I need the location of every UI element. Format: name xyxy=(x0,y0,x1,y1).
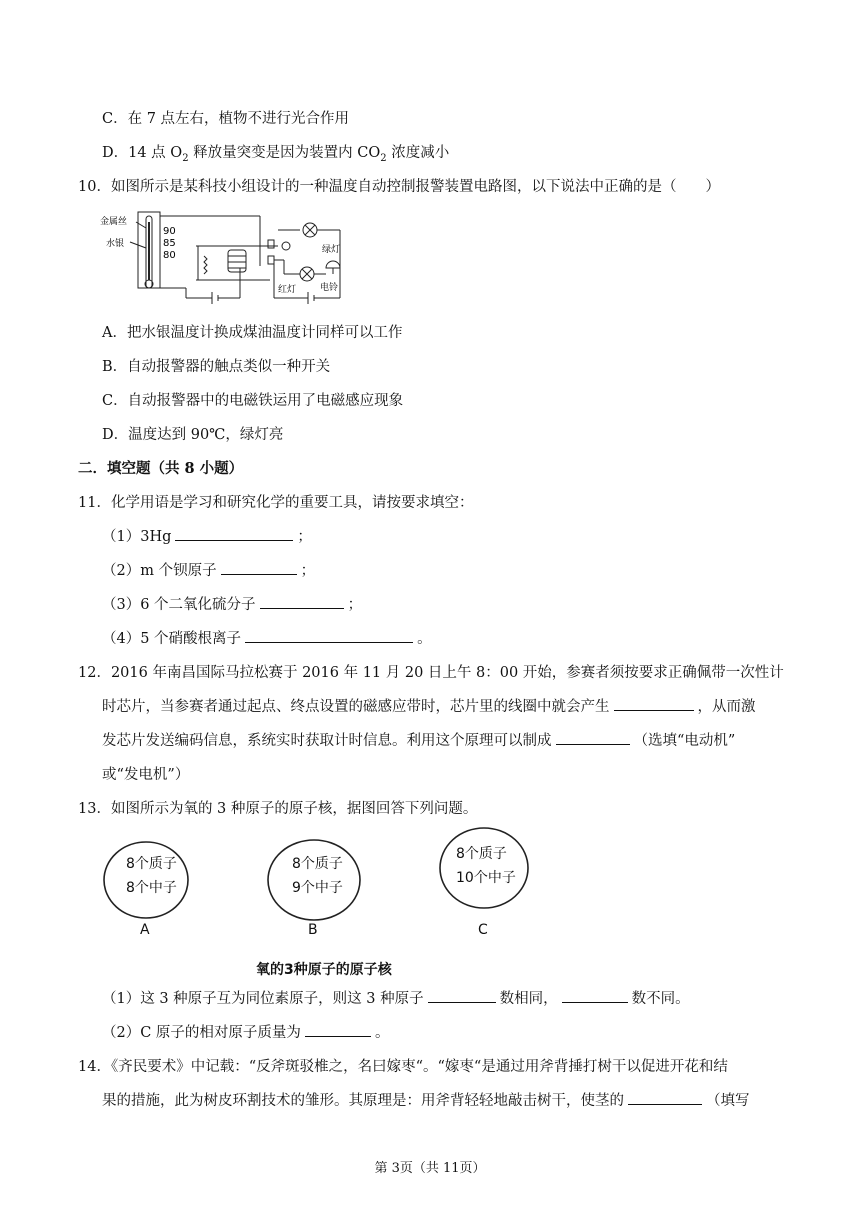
q14-line-1: 14．《齐民要术》中记载：“反斧斑驳椎之，名曰嫁枣“。“嫁枣“是通过用斧背捶打树干以促进开花和结 xyxy=(78,1059,728,1075)
bell-label: 电铃 xyxy=(320,283,339,293)
nuclei-caption: 氧的3种原子的原子核 xyxy=(256,962,392,978)
q10-option-c: C．自动报警器中的电磁铁运用了电磁感应现象 xyxy=(102,393,404,409)
q11-item-1: （1）3Hg ； xyxy=(102,526,312,548)
q10-stem: 10．如图所示是某科技小组设计的一种温度自动控制报警装置电路图，以下说法中正确的是（ ） xyxy=(78,179,720,195)
wire-label: 金属丝 xyxy=(100,217,128,227)
red-lamp-label: 红灯 xyxy=(278,285,297,295)
answer-blank[interactable] xyxy=(628,1090,702,1105)
q14-line-2: 果的措施，此为树皮环割技术的雏形。其原理是：用斧背轻轻地敲击树干，使茎的 （填写 xyxy=(102,1090,750,1112)
q10-circuit-diagram xyxy=(100,208,380,314)
nucleus-b-neutrons: 9个中子 xyxy=(292,880,343,896)
green-lamp-label: 绿灯 xyxy=(322,245,341,255)
q12-line-1: 12．2016 年南昌国际马拉松赛于 2016 年 11 月 20 日上午 8：00 开始，参赛者须按要求正确佩带一次性计 xyxy=(78,665,784,681)
page-footer: 第 3页（共 11页） xyxy=(374,1161,486,1176)
section-heading: 二．填空题（共 8 小题） xyxy=(78,460,244,477)
tick-80: 80 xyxy=(163,250,176,261)
answer-blank[interactable] xyxy=(305,1022,371,1037)
q13-stem: 13．如图所示为氧的 3 种原子的原子核，据图回答下列问题。 xyxy=(78,801,478,817)
mercury-label: 水银 xyxy=(106,239,125,249)
q10-option-d: D．温度达到 90℃，绿灯亮 xyxy=(102,427,284,443)
nucleus-b-label: B xyxy=(308,922,318,938)
tick-85: 85 xyxy=(163,238,176,249)
nucleus-c-label: C xyxy=(478,922,488,938)
q11-item-2: （2）m 个钡原子 ； xyxy=(102,560,315,582)
nucleus-a-label: A xyxy=(140,922,150,938)
q12-line-3: 发芯片发送编码信息，系统实时获取计时信息。利用这个原理可以制成 （选填“电动机” xyxy=(102,730,735,752)
q10-option-b: B．自动报警器的触点类似一种开关 xyxy=(102,359,331,375)
q9-option-c: C．在 7 点左右，植物不进行光合作用 xyxy=(102,111,350,127)
q11-item-3: （3）6 个二氧化硫分子 ； xyxy=(102,594,362,616)
answer-blank[interactable] xyxy=(556,730,630,745)
q13-item-2: （2）C 原子的相对原子质量为 。 xyxy=(102,1022,389,1044)
q10-option-a: A．把水银温度计换成煤油温度计同样可以工作 xyxy=(102,325,403,341)
answer-blank[interactable] xyxy=(245,628,413,643)
q12-line-4: 或“发电机”） xyxy=(102,767,190,783)
q12-line-2: 时芯片，当参赛者通过起点、终点设置的磁感应带时，芯片里的线圈中就会产生 ，从而激 xyxy=(102,696,756,718)
q13-item-1: （1）这 3 种原子互为同位素原子，则这 3 种原子 数相同， 数不同。 xyxy=(102,988,690,1010)
nucleus-b-protons: 8个质子 xyxy=(292,856,343,872)
q9-option-d: D．14 点 $O_2$ 释放量突变是因为装置内 $CO_2$ 浓度减小 xyxy=(102,145,450,164)
q11-item-4: （4）5 个硝酸根离子 。 xyxy=(102,628,432,650)
answer-blank[interactable] xyxy=(562,988,628,1003)
answer-blank[interactable] xyxy=(428,988,496,1003)
answer-blank[interactable] xyxy=(175,526,293,541)
answer-blank[interactable] xyxy=(614,696,694,711)
nucleus-a-neutrons: 8个中子 xyxy=(126,880,177,896)
answer-blank[interactable] xyxy=(260,594,344,609)
q13-nuclei-diagram xyxy=(100,826,540,980)
q11-stem: 11．化学用语是学习和研究化学的重要工具，请按要求填空： xyxy=(78,495,474,511)
tick-90: 90 xyxy=(163,226,176,237)
nucleus-a-protons: 8个质子 xyxy=(126,856,177,872)
nucleus-c-protons: 8个质子 xyxy=(456,846,507,862)
answer-blank[interactable] xyxy=(221,560,297,575)
nucleus-c-neutrons: 10个中子 xyxy=(456,870,516,886)
